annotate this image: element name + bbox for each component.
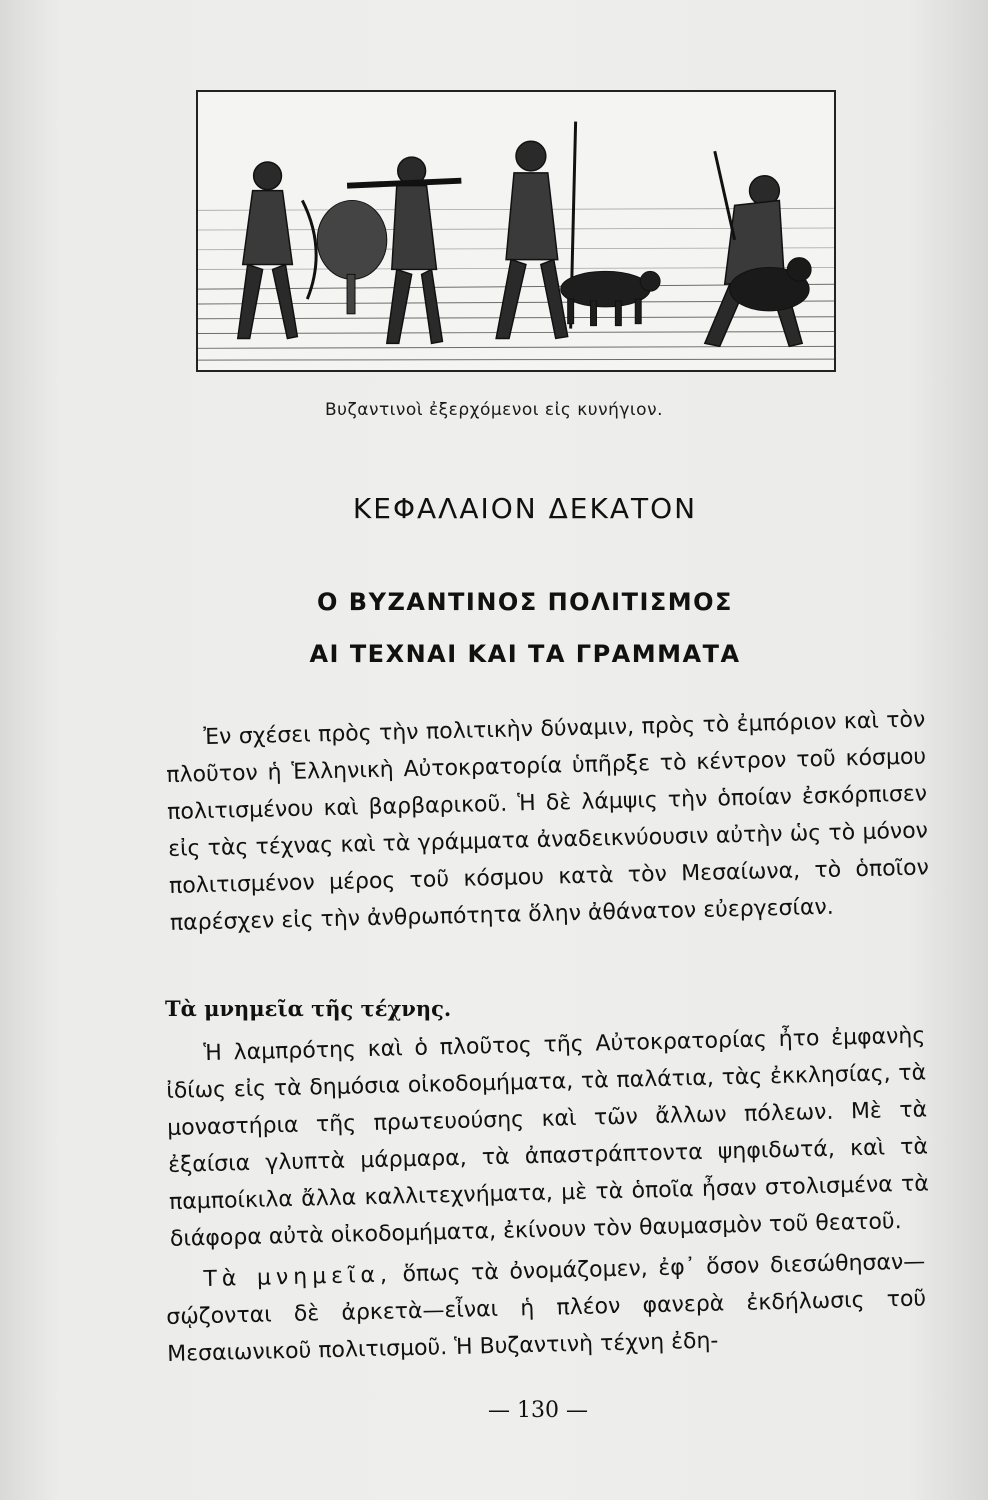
emphasized-term: Τὰ μνημεῖα, [203, 1262, 393, 1293]
chapter-title: ΚΕΦΑΛΑΙΟΝ ΔΕΚΑΤΟΝ [352, 492, 698, 525]
monuments-paragraph: Ἡ λαμπρότης καὶ ὁ πλοῦτος τῆς Αὐτοκρατορίας ἦτο ἐμφανὴς ἰδίως εἰς τὰ δημόσια οἰκοδομήματα, τὰ παλάτια, τὰς ἐκκλησίας, τὰ μοναστήρια τῆς πρωτευούσης καὶ τῶν ἄλλων πόλεων. Μὲ τὰ ἐξαίσια γλυπτὰ μάρμαρα, τὰ ἀπαστράπτοντα ψηφιδωτά, καὶ τὰ παμποίκιλα ἄλλα καλλιτεχνήματα, μὲ τὰ ὁποῖα ἦσαν στολισμένα τὰ διάφορα αὐτὰ οἰκοδομήματα, ἐκίνουν τὸν θαυμασμὸν τοῦ θεατοῦ. [166, 1023, 930, 1252]
page-number: — 130 — [488, 1398, 588, 1423]
section-heading-monuments: Τὰ μνημεῖα τῆς τέχνης. [165, 996, 452, 1021]
figure-caption: Βυζαντινοὶ ἐξερχόμενοι εἰς κυνήγιον. [325, 400, 663, 420]
paragraph-continuation: ὅπως τὰ ὀνομάζομεν, ἐφ᾽ ὅσον διεσώθησαν—σῴζονται δὲ ἀρκετὰ—εἶναι ἡ πλέον φανερὰ ἐκδήλωσις τοῦ Μεσαιωνικοῦ πολιτισμοῦ. Ἡ Βυζαντινὴ τέχνη ἐδη- [166, 1249, 927, 1367]
chapter-subtitle-line-1: Ο ΒΥΖΑΝΤΙΝΟΣ ΠΟΛΙΤΙΣΜΟΣ [317, 588, 733, 616]
intro-paragraph: Ἐν σχέσει πρὸς τὴν πολιτικὴν δύναμιν, πρὸς τὸ ἐμπόριον καὶ τὸν πλοῦτον ἡ Ἑλληνικὴ Αὐτοκρατορία ὑπῆρξε τὸ κέντρον τοῦ κόσμου πολιτισμένου καὶ βαρβαρικοῦ. Ἡ δὲ λάμψις τὴν ὁποίαν ἐσκόρπισεν εἰς τὰς τέχνας καὶ τὰ γράμματα ἀναδεικνύουσιν αὐτὴν ὡς τὸ μόνον πολιτισμένον μέρος τοῦ κόσμου κατὰ τὸν Μεσαίωνα, τὸ ὁποῖον παρέσχεν εἰς τὴν ἀνθρωπότητα ὅλην ἀθάνατον εὐεργεσίαν. [166, 707, 930, 936]
hunting-scene-drawing [198, 92, 834, 370]
chapter-subtitle-line-2: ΑΙ ΤΕΧΝΑΙ ΚΑΙ ΤΑ ΓΡΑΜΜΑΤΑ [309, 640, 741, 668]
byzantine-hunters-illustration [196, 90, 836, 372]
monuments-continued-paragraph [165, 1243, 927, 1373]
